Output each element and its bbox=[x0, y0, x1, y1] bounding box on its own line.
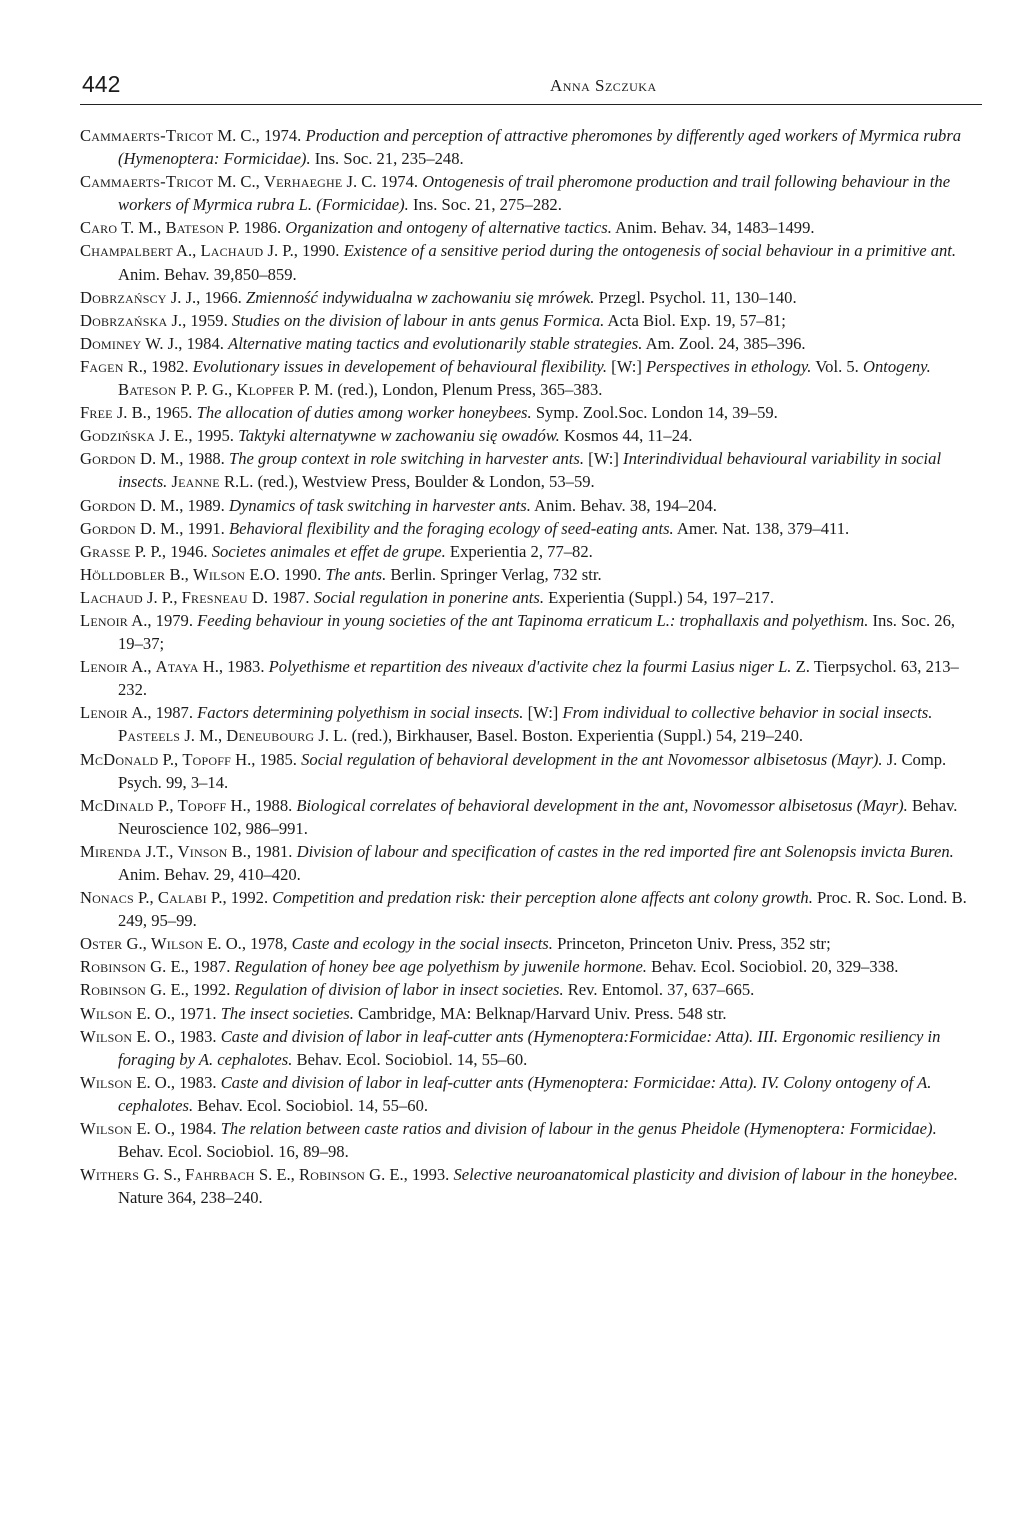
citation-text: M. C., bbox=[213, 172, 264, 192]
author-name: Fagen bbox=[80, 356, 124, 376]
author-name: Lenoir bbox=[80, 610, 128, 630]
reference-entry bbox=[80, 1025, 982, 1071]
reference-entry bbox=[80, 332, 982, 355]
citation-text: J. B., 1965. bbox=[112, 403, 197, 423]
work-title: Zmienność indywidualna w zachowaniu się mrówek. bbox=[245, 287, 595, 307]
citation-text: Kosmos 44, 11–24. bbox=[559, 426, 693, 446]
author-name: Ataya bbox=[155, 657, 199, 677]
work-title: The ants. bbox=[325, 564, 387, 584]
reference-entry bbox=[80, 1071, 982, 1117]
citation-text: Am. Zool. 24, 385–396. bbox=[642, 333, 806, 353]
citation-text: P. 1986. bbox=[223, 218, 286, 238]
work-title: Regulation of honey bee age polyethism by juwenile hormone. bbox=[234, 957, 647, 977]
author-name: Robinson bbox=[80, 980, 147, 1000]
author-name: Verhaeghe bbox=[263, 172, 343, 192]
citation-text: G. E., 1987. bbox=[146, 957, 235, 977]
page-number: 442 bbox=[82, 71, 121, 97]
citation-text: J. M., bbox=[180, 726, 227, 746]
work-title: Factors determining polyethism in social insects. bbox=[197, 703, 524, 723]
author-name: Mirenda bbox=[80, 841, 142, 861]
header-rule bbox=[80, 104, 982, 105]
reference-entry bbox=[80, 517, 982, 540]
citation-text: E. O., 1984. bbox=[132, 1119, 221, 1139]
author-name: Free bbox=[80, 403, 113, 423]
citation-text: Proc. R. Soc. Lond. B. 249, 95–99. bbox=[118, 888, 967, 931]
author-name: Wilson bbox=[80, 1026, 133, 1046]
author-name: Grasse bbox=[80, 541, 131, 561]
author-name: Wilson bbox=[80, 1072, 133, 1092]
citation-text: J. L. (red.), Birkhauser, Basel. Boston. Experientia (Suppl.) 54, 219–240. bbox=[314, 726, 804, 746]
citation-text: P. P., 1946. bbox=[130, 541, 212, 561]
citation-text: J., 1959. bbox=[167, 310, 232, 330]
citation-text: Rev. Entomol. 37, 637–665. bbox=[563, 980, 755, 1000]
author-name: Topoff bbox=[177, 795, 227, 815]
author-name: Dobrzańska bbox=[80, 310, 168, 330]
work-title: From individual to collective behavior in social insects. bbox=[562, 703, 933, 723]
author-name: Wilson bbox=[80, 1119, 133, 1139]
author-name: Fahrbach bbox=[185, 1165, 255, 1185]
citation-text: Symp. Zool.Soc. London 14, 39–59. bbox=[531, 403, 778, 423]
author-name: McDonald bbox=[80, 749, 159, 769]
reference-entry bbox=[80, 586, 982, 609]
reference-entry bbox=[80, 424, 982, 447]
citation-text: Princeton, Princeton Univ. Press, 352 str; bbox=[552, 934, 831, 954]
citation-text: Experientia (Suppl.) 54, 197–217. bbox=[544, 587, 774, 607]
citation-text: Berlin. Springer Verlag, 732 str. bbox=[386, 564, 602, 584]
citation-text: G. S., bbox=[139, 1165, 186, 1185]
citation-text: J.T., bbox=[141, 841, 178, 861]
citation-text: R., 1982. bbox=[123, 356, 193, 376]
citation-text: P., bbox=[133, 888, 158, 908]
reference-entry bbox=[80, 794, 982, 840]
reference-entry bbox=[80, 540, 982, 563]
author-name: Oster bbox=[80, 934, 123, 954]
reference-entry bbox=[80, 401, 982, 424]
work-title: Dynamics of task switching in harvester ants. bbox=[228, 495, 531, 515]
reference-entry bbox=[80, 932, 982, 955]
citation-text: J. E., 1995. bbox=[155, 426, 239, 446]
citation-text: Anim. Behav. 29, 410–420. bbox=[118, 865, 301, 884]
citation-text: Acta Biol. Exp. 19, 57–81; bbox=[604, 310, 786, 330]
author-name: Pasteels bbox=[118, 726, 181, 746]
citation-text: J. Comp. Psych. 99, 3–14. bbox=[118, 749, 947, 792]
citation-text: Anim. Behav. 38, 194–204. bbox=[530, 495, 717, 515]
citation-text: P., bbox=[158, 749, 183, 769]
reference-entry bbox=[80, 286, 982, 309]
author-name: Nonacs bbox=[80, 888, 134, 908]
citation-text: Behav. Neuroscience 102, 986–991. bbox=[118, 795, 958, 838]
author-name: Klopfer bbox=[236, 380, 295, 400]
work-title: Behavioral flexibility and the foraging ecology of seed-eating ants. bbox=[228, 518, 674, 538]
author-name: McDinald bbox=[80, 795, 154, 815]
reference-entry bbox=[80, 978, 982, 1001]
citation-text: Ins. Soc. 21, 235–248. bbox=[310, 149, 464, 169]
work-title: The relation between caste ratios and division of labour in the genus Pheidole (Hymenoptera: Formicidae). bbox=[220, 1119, 937, 1139]
work-title: The group context in role switching in harvester ants. bbox=[228, 449, 585, 469]
work-title: The allocation of duties among worker honeybees. bbox=[196, 403, 532, 423]
citation-text: A., bbox=[128, 657, 156, 677]
citation-text: Anim. Behav. 39,850–859. bbox=[118, 264, 297, 284]
work-title: Ontogenesis of trail pheromone production and trail following behaviour in the workers of Myrmica rubra L. (Formicidae). bbox=[118, 172, 951, 215]
citation-text: Experientia 2, 77–82. bbox=[445, 541, 593, 561]
citation-text: B., 1981. bbox=[227, 841, 297, 861]
citation-text: Vol. 5. bbox=[811, 356, 863, 376]
citation-text: H., 1988. bbox=[226, 795, 297, 815]
work-title: Biological correlates of behavioral development in the ant, Novomessor albisetosus (Mayr). bbox=[296, 795, 908, 815]
citation-text: D. M., 1991. bbox=[135, 518, 229, 538]
citation-text: T. M., bbox=[117, 218, 166, 238]
reference-entry bbox=[80, 609, 982, 655]
author-name: Wilson bbox=[150, 934, 204, 954]
citation-text: E. O., 1971. bbox=[132, 1003, 221, 1023]
citation-text: A., bbox=[172, 241, 201, 261]
work-title: The insect societies. bbox=[220, 1003, 354, 1023]
author-name: Godzińska bbox=[80, 426, 156, 446]
author-name: Lachaud bbox=[80, 587, 143, 607]
author-name: Cammaerts-Tricot bbox=[80, 172, 214, 192]
work-title: Evolutionary issues in developement of behavioural flexibility. bbox=[192, 356, 608, 376]
reference-entry bbox=[80, 840, 982, 886]
citation-text: Cambridge, MA: Belknap/Harvard Univ. Press. 548 str. bbox=[353, 1003, 727, 1023]
citation-text: B., bbox=[165, 564, 193, 584]
reference-list bbox=[80, 124, 982, 1209]
author-name: Dominey bbox=[80, 333, 142, 353]
citation-text: J. P., bbox=[142, 587, 182, 607]
running-head: Anna Szczuka bbox=[550, 76, 657, 95]
citation-text: Ins. Soc. 21, 275–282. bbox=[408, 195, 562, 215]
work-title: Perspectives in ethology. bbox=[646, 356, 812, 376]
citation-text: E. O., 1983. bbox=[132, 1072, 221, 1092]
work-title: Studies on the division of labour in ants genus Formica. bbox=[231, 310, 605, 330]
citation-text: A., 1979. bbox=[128, 610, 198, 630]
reference-entry bbox=[80, 1163, 982, 1209]
reference-entry bbox=[80, 216, 982, 239]
work-title: Organization and ontogeny of alternative tactics. bbox=[285, 218, 612, 238]
author-name: Lenoir bbox=[80, 703, 128, 723]
work-title: Social regulation in ponerine ants. bbox=[313, 587, 545, 607]
citation-text: [W:] bbox=[607, 356, 647, 376]
author-name: Gordon bbox=[80, 518, 136, 538]
author-name: Lenoir bbox=[80, 657, 128, 677]
reference-entry bbox=[80, 355, 982, 401]
work-title: Taktyki alternatywne w zachowaniu się owadów. bbox=[238, 426, 560, 446]
citation-text: S. E., bbox=[254, 1165, 299, 1185]
citation-text: J. P., 1990. bbox=[263, 241, 344, 261]
citation-text: D. M., 1989. bbox=[135, 495, 229, 515]
author-name: Robinson bbox=[80, 957, 147, 977]
author-name: Gordon bbox=[80, 495, 136, 515]
citation-text: Behav. Ecol. Sociobiol. 14, 55–60. bbox=[292, 1049, 528, 1069]
reference-entry bbox=[80, 748, 982, 794]
author-name: Topoff bbox=[182, 749, 232, 769]
reference-entry bbox=[80, 170, 982, 216]
citation-text: P., 1992. bbox=[206, 888, 273, 908]
work-title: Alternative mating tactics and evolutionarily stable strategies. bbox=[228, 333, 643, 353]
citation-text: W. J., 1984. bbox=[141, 333, 229, 353]
author-name: Jeanne bbox=[171, 472, 220, 492]
citation-text: Behav. Ecol. Sociobiol. 20, 329–338. bbox=[646, 957, 899, 977]
work-title: Regulation of division of labor in insect societies. bbox=[234, 980, 564, 1000]
citation-text: Behav. Ecol. Sociobiol. 14, 55–60. bbox=[193, 1095, 429, 1115]
page-header bbox=[80, 66, 982, 102]
work-title: Existence of a sensitive period during the ontogenesis of social behaviour in a primitive ant. bbox=[343, 241, 957, 261]
citation-text: J. C. 1974. bbox=[342, 172, 423, 192]
citation-text: E.O. 1990. bbox=[245, 564, 326, 584]
reference-entry bbox=[80, 239, 982, 285]
citation-text: P. P. G., bbox=[176, 380, 237, 400]
citation-text: Ins. Soc. 26, 19–37; bbox=[118, 610, 956, 654]
citation-text: Anim. Behav. 34, 1483–1499. bbox=[611, 218, 815, 238]
reference-entry bbox=[80, 1002, 982, 1025]
work-title: Selective neuroanatomical plasticity and division of labour in the honeybee. bbox=[453, 1165, 958, 1185]
citation-text: Z. Tierpsychol. 63, 213–232. bbox=[118, 657, 959, 700]
reference-entry bbox=[80, 655, 982, 701]
citation-text: Behav. Ecol. Sociobiol. 16, 89–98. bbox=[118, 1142, 349, 1162]
author-name: Lachaud bbox=[200, 241, 264, 261]
author-name: Wilson bbox=[192, 564, 246, 584]
citation-text: Nature 364, 238–240. bbox=[118, 1188, 263, 1208]
citation-text: [W:] bbox=[523, 703, 563, 723]
reference-entry bbox=[80, 955, 982, 978]
citation-text: J. J., 1966. bbox=[166, 287, 246, 307]
work-title: Competition and predation risk: their perception alone affects ant colony growth. bbox=[272, 888, 813, 908]
citation-text: G. E., 1992. bbox=[146, 980, 235, 1000]
reference-entry bbox=[80, 309, 982, 332]
author-name: Bateson bbox=[165, 218, 224, 238]
work-title: Division of labour and specification of castes in the red imported fire ant Solenopsis invicta Buren. bbox=[296, 841, 954, 861]
work-title: Polyethisme et repartition des niveaux d'activite chez la fourmi Lasius niger L. bbox=[268, 657, 792, 677]
citation-text: M. C., 1974. bbox=[213, 126, 306, 145]
citation-text: P., bbox=[153, 795, 178, 815]
citation-text: P. M. (red.), London, Plenum Press, 365–383. bbox=[294, 380, 603, 400]
reference-entry bbox=[80, 494, 982, 517]
work-title: Ontogeny. bbox=[862, 356, 931, 376]
work-title: Caste and division of labor in leaf-cutter ants (Hymenoptera: Formicidae: Atta). IV. Colony ontogeny of A. cephalotes. bbox=[118, 1072, 932, 1115]
reference-entry bbox=[80, 563, 982, 586]
citation-text: H., 1985. bbox=[231, 749, 302, 769]
citation-text: E. O., 1983. bbox=[132, 1026, 221, 1046]
reference-entry bbox=[80, 124, 982, 170]
citation-text: R.L. (red.), Westview Press, Boulder & London, 53–59. bbox=[219, 472, 595, 492]
author-name: Champalbert bbox=[80, 241, 173, 261]
author-name: Withers bbox=[80, 1165, 140, 1185]
citation-text: G., bbox=[122, 934, 151, 954]
author-name: Dobrzańscy bbox=[80, 287, 167, 307]
author-name: Wilson bbox=[80, 1003, 133, 1023]
citation-text: Amer. Nat. 138, 379–411. bbox=[673, 518, 850, 538]
citation-text: [W:] bbox=[584, 449, 624, 469]
author-name: Hölldobler bbox=[80, 564, 166, 584]
work-title: Societes animales et effet de grupe. bbox=[211, 541, 446, 561]
reference-entry bbox=[80, 447, 982, 493]
work-title: Caste and division of labor in leaf-cutter ants (Hymenoptera:Formicidae: Atta). III. Ergonomic resiliency in foraging by A. cephalotes. bbox=[118, 1026, 941, 1069]
author-name: Vinson bbox=[177, 841, 228, 861]
reference-entry bbox=[80, 701, 982, 747]
citation-text: D. M., 1988. bbox=[135, 449, 229, 469]
author-name: Cammaerts-Tricot bbox=[80, 126, 214, 145]
citation-text: D. 1987. bbox=[247, 587, 314, 607]
work-title: Caste and ecology in the social insects. bbox=[291, 934, 553, 954]
author-name: Bateson bbox=[118, 380, 177, 400]
citation-text: H., 1983. bbox=[198, 657, 269, 677]
citation-text: G. E., 1993. bbox=[364, 1165, 454, 1185]
reference-entry bbox=[80, 886, 982, 932]
author-name: Fresneau bbox=[181, 587, 248, 607]
work-title: Production and perception of attractive pheromones by differently aged workers of Myrmica rubra (Hymenoptera: Formicidae). bbox=[118, 126, 962, 169]
author-name: Deneubourg bbox=[226, 726, 315, 746]
work-title: Feeding behaviour in young societies of the ant Tapinoma erraticum L.: trophallaxis and polyethism. bbox=[197, 610, 869, 630]
author-name: Caro bbox=[80, 218, 118, 238]
author-name: Gordon bbox=[80, 449, 136, 469]
author-name: Calabi bbox=[157, 888, 207, 908]
citation-text: A., 1987. bbox=[128, 703, 198, 723]
work-title: Social regulation of behavioral development in the ant Novomessor albisetosus (Mayr). bbox=[301, 749, 883, 769]
work-title: Interindividual behavioural variability in social insects. bbox=[118, 449, 942, 492]
reference-entry bbox=[80, 1117, 982, 1163]
citation-text: E. O., 1978, bbox=[203, 934, 292, 954]
citation-text: Przegl. Psychol. 11, 130–140. bbox=[594, 287, 797, 307]
author-name: Robinson bbox=[298, 1165, 365, 1185]
